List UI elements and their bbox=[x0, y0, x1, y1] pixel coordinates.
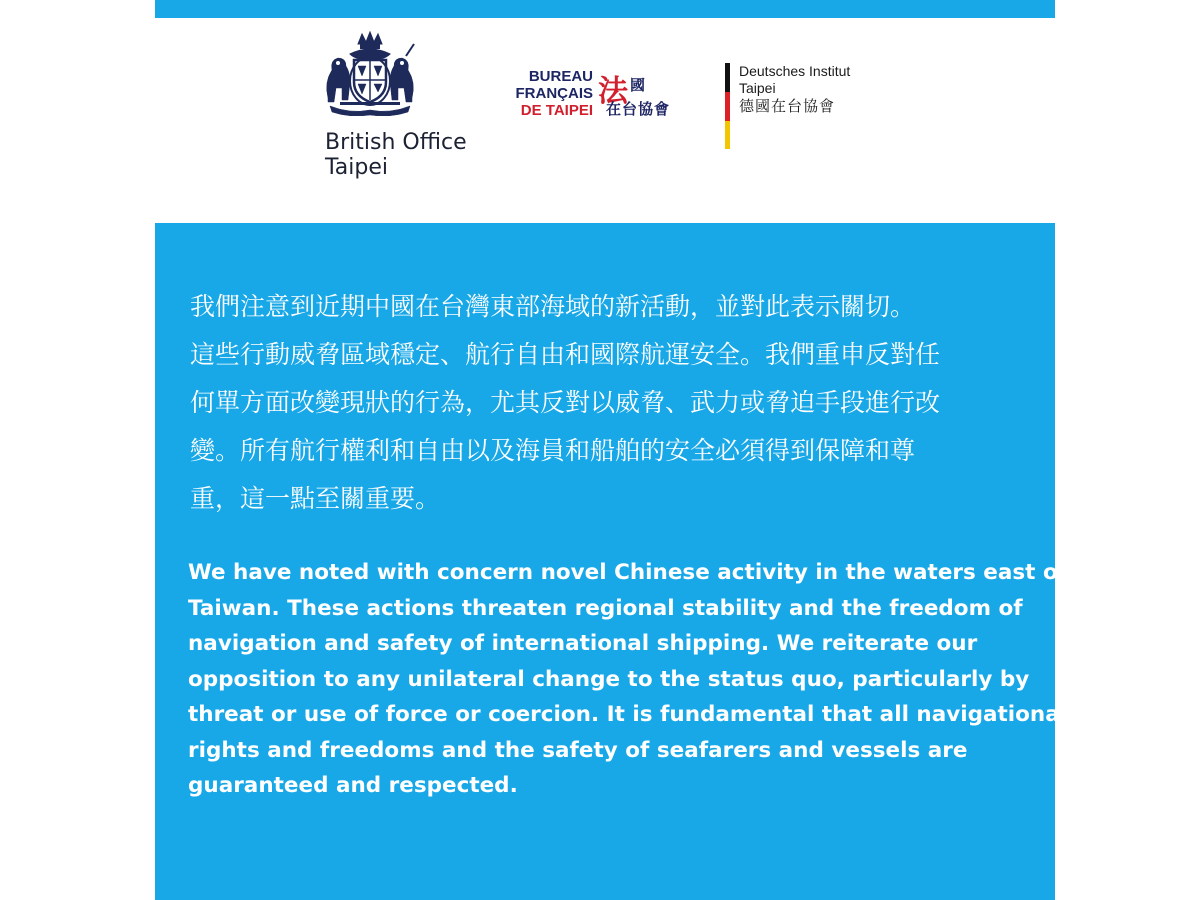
bureau-francais-cn-rest: 在台協會 bbox=[606, 100, 671, 118]
deutsches-institut-line3: 德國在台協會 bbox=[739, 97, 836, 115]
british-office-name bbox=[325, 130, 467, 180]
bureau-francais-line1: BUREAU bbox=[528, 68, 593, 85]
deutsches-institut-name bbox=[739, 63, 850, 115]
bureau-francais-name bbox=[516, 68, 594, 119]
statement-graphic bbox=[155, 0, 1068, 900]
english-line-3: navigation and safety of international shipping. We reiterate our bbox=[188, 631, 978, 656]
english-line-7: guaranteed and respected. bbox=[188, 773, 518, 798]
bureau-francais-logo bbox=[505, 68, 695, 128]
chinese-statement bbox=[190, 283, 1050, 523]
royal-coat-of-arms-icon bbox=[320, 30, 420, 116]
statement-panel bbox=[155, 223, 1068, 900]
british-office-line2: Taipei bbox=[325, 155, 389, 180]
german-flag-bar-icon bbox=[725, 63, 730, 149]
chinese-line-5: 重，這一點至關重要。 bbox=[190, 484, 441, 513]
deutsches-institut-line1: Deutsches Institut bbox=[739, 63, 851, 79]
bureau-francais-line3: DE TAIPEI bbox=[520, 102, 593, 119]
english-line-2: Taiwan. These actions threaten regional stability and the freedom of bbox=[188, 595, 1023, 621]
english-line-6: rights and freedoms and the safety of seafarers and vessels are bbox=[188, 737, 968, 763]
top-color-strip bbox=[155, 0, 1055, 18]
english-line-5: threat or use of force or coercion. It is fundamental that all navigational bbox=[188, 702, 1068, 727]
english-line-4: opposition to any unilateral change to the status quo, particularly by bbox=[188, 666, 1030, 692]
deutsches-institut-line2: Taipei bbox=[739, 80, 776, 96]
logo-header bbox=[155, 18, 1055, 223]
chinese-line-3: 何單方面改變現狀的行為，尤其反對以威脅、武力或脅迫手段進行改 bbox=[190, 388, 941, 417]
bureau-francais-chinese-mark bbox=[598, 68, 688, 128]
british-office-logo bbox=[320, 30, 480, 190]
english-statement bbox=[188, 555, 1068, 804]
bureau-francais-cn-guo: 國 bbox=[630, 76, 646, 94]
english-line-1: We have noted with concern novel Chinese activity in the waters east of bbox=[188, 560, 1068, 585]
chinese-line-1: 我們注意到近期中國在台灣東部海域的新活動，並對此表示關切。 bbox=[190, 292, 916, 321]
bureau-francais-cn-fa: 法 bbox=[598, 74, 628, 109]
deutsches-institut-logo bbox=[725, 63, 895, 153]
chinese-line-2: 這些行動威脅區域穩定、航行自由和國際航運安全。我們重申反對任 bbox=[190, 340, 941, 369]
bureau-francais-line2: FRANÇAIS bbox=[515, 85, 593, 102]
chinese-line-4: 變。所有航行權利和自由以及海員和船舶的安全必須得到保障和尊 bbox=[190, 436, 916, 465]
british-office-line1: British Office bbox=[325, 130, 467, 155]
